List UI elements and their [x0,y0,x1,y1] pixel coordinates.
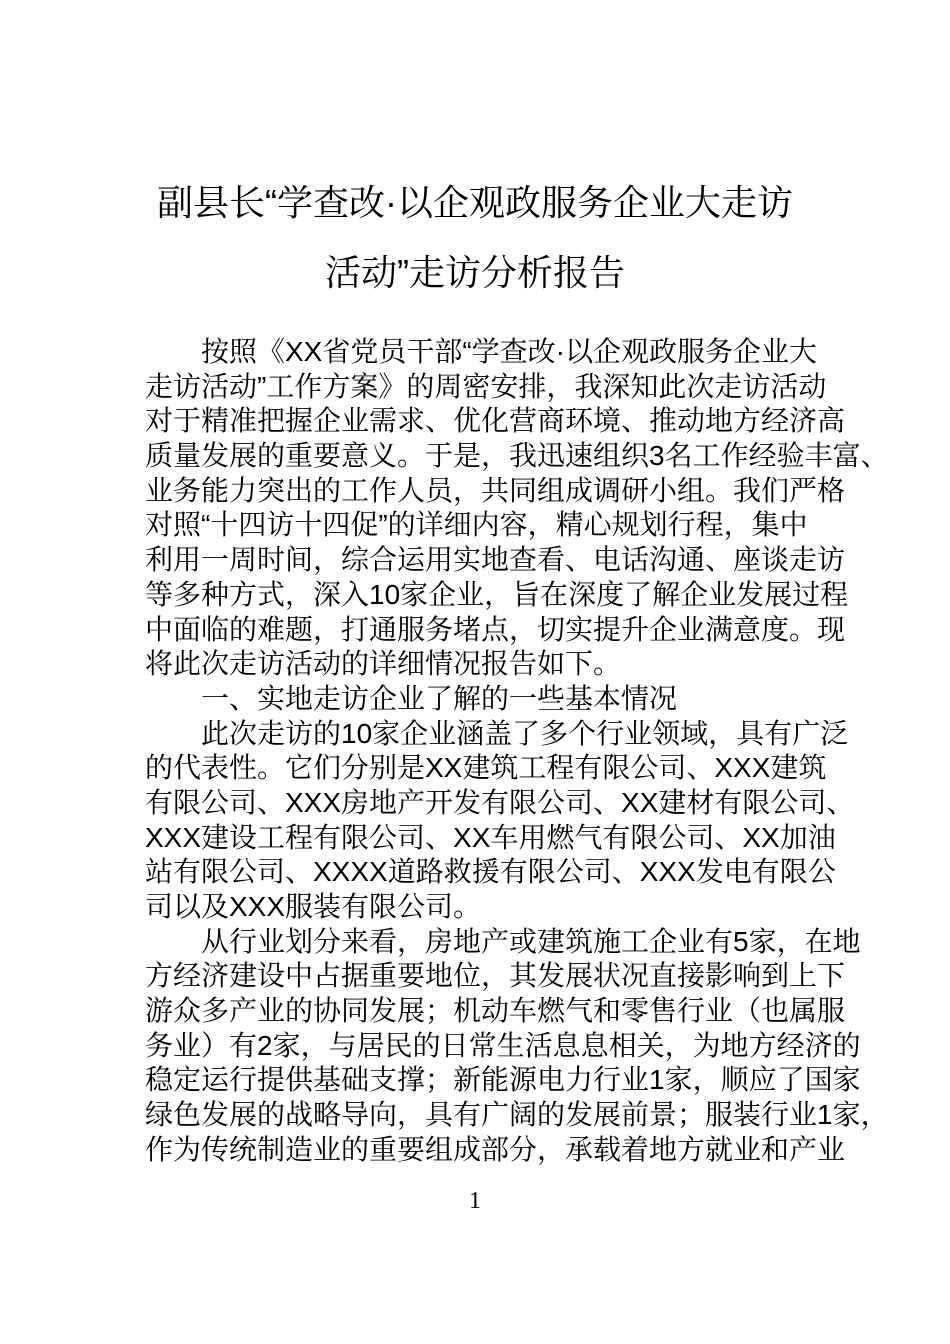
document-body [145,335,889,1168]
text-line: 游众多产业的协同发展；机动车燃气和零售行业（也属服 [145,995,846,1027]
paragraph [145,717,855,925]
title-line-1: 副县长“学查改·以企观政服务企业大走访 [157,182,793,223]
document-title [100,168,850,308]
text-line: 站有限公司、XXXX道路救援有限公司、XXX发电有限公 [145,856,836,888]
text-line: 稳定运行提供基础支撑；新能源电力行业1家，顺应了国家 [145,1064,861,1096]
text-line: 对于精准把握企业需求、优化营商环境、推动地方经济高 [145,405,846,437]
text-line: 等多种方式，深入10家企业，旨在深度了解企业发展过程 [145,578,849,610]
text-line: 将此次走访活动的详细情况报告如下。 [145,648,622,680]
text-line: 司以及XXX服装有限公司。 [145,891,482,922]
text-line: 务业）有2家，与居民的日常生活息息相关，为地方经济的 [145,1029,861,1061]
text-line: 绿色发展的战略导向，具有广阔的发展前景；服装行业1家， [145,1099,889,1131]
paragraph [145,925,889,1168]
text-line: 作为传统制造业的重要组成部分，承载着地方就业和产业 [145,1133,846,1165]
text-line: 业务能力突出的工作人员，共同组成调研小组。我们严格 [145,474,846,506]
text-line: 的代表性。它们分别是XX建筑工程有限公司、XXX建筑 [145,752,827,784]
text-line: 按照《XX省党员干部“学查改·以企观政服务企业大 [201,336,818,367]
text-line: 中面临的难题，打通服务堵点，切实提升企业满意度。现 [145,613,846,645]
section-heading [145,682,807,717]
title-line-2: 活动”走访分析报告 [325,252,625,293]
text-line: 质量发展的重要意义。于是，我迅速组织3名工作经验丰富、 [145,440,889,472]
text-line: XXX建设工程有限公司、XX车用燃气有限公司、XX加油 [145,821,836,853]
text-line: 方经济建设中占据重要地位，其发展状况直接影响到上下 [145,960,846,992]
text-line: 走访活动”工作方案》的周密安排，我深知此次走访活动 [145,370,827,402]
text-line: 此次走访的10家企业涵盖了多个行业领域，具有广泛 [201,717,849,749]
text-line: 有限公司、XXX房地产开发有限公司、XX建材有限公司、 [145,786,855,818]
page-number: 1 [469,1188,481,1214]
text-line: 对照“十四访十四促”的详细内容，精心规划行程，集中 [145,509,808,541]
text-line: 从行业划分来看，房地产或建筑施工企业有5家，在地 [201,925,861,957]
text-line: 利用一周时间，综合运用实地查看、电话沟通、座谈走访 [145,544,846,576]
paragraph [145,335,889,682]
text-line: 一、实地走访企业了解的一些基本情况 [201,682,678,714]
